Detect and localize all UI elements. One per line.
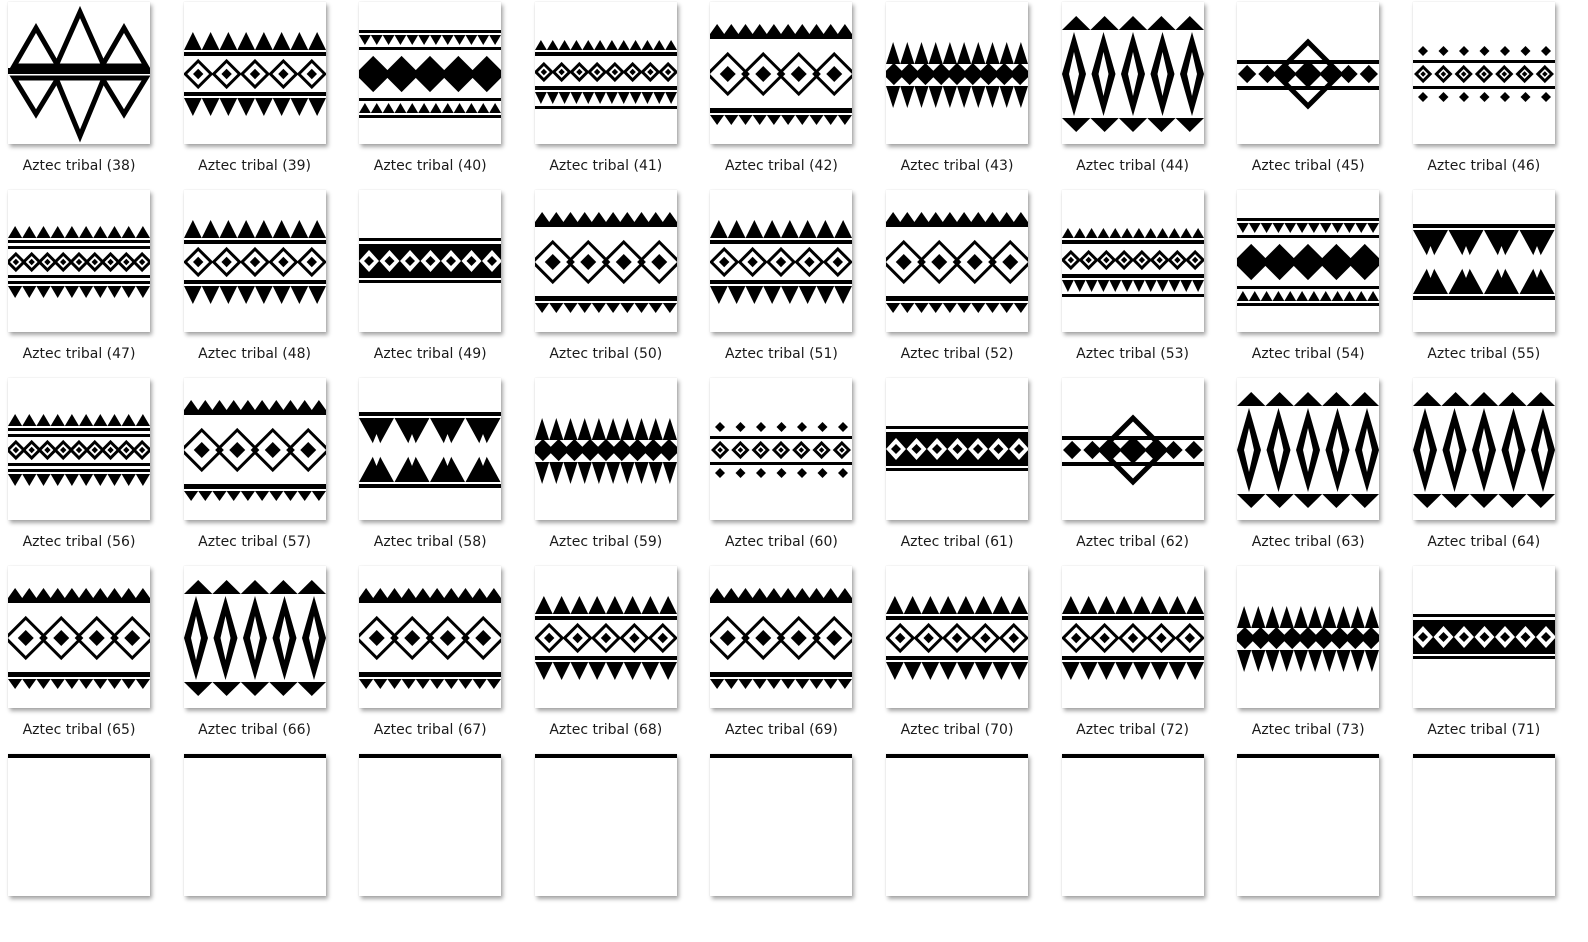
aztec-pattern-image — [184, 754, 326, 896]
file-item[interactable] — [8, 190, 183, 378]
file-item[interactable] — [8, 754, 183, 942]
file-name-label: Aztec tribal (55) — [1427, 346, 1541, 362]
file-name-label: Aztec tribal (39) — [198, 158, 312, 174]
file-name-label: Aztec tribal (63) — [1251, 534, 1365, 550]
file-thumbnail[interactable] — [535, 754, 677, 896]
file-item[interactable] — [1413, 566, 1588, 754]
file-thumbnail[interactable] — [535, 190, 677, 332]
aztec-pattern-image — [886, 2, 1028, 144]
aztec-pattern-image — [710, 190, 852, 332]
file-item[interactable] — [886, 190, 1061, 378]
aztec-pattern-image — [1413, 754, 1555, 896]
file-thumbnail[interactable] — [8, 2, 150, 144]
file-thumbnail[interactable] — [1237, 566, 1379, 708]
aztec-pattern-image — [184, 2, 326, 144]
file-thumbnail[interactable] — [1062, 2, 1204, 144]
aztec-pattern-image — [535, 190, 677, 332]
file-item[interactable] — [535, 2, 710, 190]
file-thumbnail[interactable] — [886, 2, 1028, 144]
file-item[interactable] — [1413, 378, 1588, 566]
file-thumbnail[interactable] — [8, 566, 150, 708]
file-thumbnail[interactable] — [1062, 566, 1204, 708]
file-item[interactable] — [359, 378, 534, 566]
file-thumbnail[interactable] — [1413, 378, 1555, 520]
aztec-pattern-image — [359, 378, 501, 520]
aztec-pattern-image — [710, 566, 852, 708]
file-item[interactable] — [886, 754, 1061, 942]
aztec-pattern-image — [359, 754, 501, 896]
file-thumbnail[interactable] — [886, 378, 1028, 520]
aztec-pattern-image — [1062, 378, 1204, 520]
file-thumbnail[interactable] — [359, 378, 501, 520]
file-name-label: Aztec tribal (48) — [198, 346, 312, 362]
aztec-pattern-image — [359, 566, 501, 708]
aztec-pattern-image — [8, 378, 150, 520]
file-item[interactable] — [535, 754, 710, 942]
file-item[interactable] — [710, 2, 885, 190]
file-thumbnail[interactable] — [535, 2, 677, 144]
file-item[interactable] — [1062, 190, 1237, 378]
file-name-label: Aztec tribal (53) — [1076, 346, 1190, 362]
aztec-pattern-image — [1237, 378, 1379, 520]
file-item[interactable] — [710, 378, 885, 566]
file-name-label: Aztec tribal (52) — [900, 346, 1014, 362]
file-name-label: Aztec tribal (67) — [373, 722, 487, 738]
file-thumbnail[interactable] — [359, 190, 501, 332]
file-item[interactable] — [710, 754, 885, 942]
aztec-pattern-image — [535, 754, 677, 896]
file-thumbnail[interactable] — [1413, 2, 1555, 144]
file-item[interactable] — [359, 566, 534, 754]
file-item[interactable] — [1413, 190, 1588, 378]
file-name-label: Aztec tribal (65) — [22, 722, 136, 738]
file-name-label: Aztec tribal (56) — [22, 534, 136, 550]
file-thumbnail[interactable] — [1062, 378, 1204, 520]
file-item[interactable] — [1237, 190, 1412, 378]
file-thumbnail[interactable] — [1237, 190, 1379, 332]
file-name-label: Aztec tribal (54) — [1251, 346, 1365, 362]
file-thumbnail[interactable] — [184, 378, 326, 520]
file-item[interactable] — [359, 190, 534, 378]
aztec-pattern-image — [710, 2, 852, 144]
aztec-pattern-image — [886, 566, 1028, 708]
file-item[interactable] — [184, 378, 359, 566]
file-item[interactable] — [535, 190, 710, 378]
file-item[interactable] — [710, 566, 885, 754]
aztec-pattern-image — [1237, 190, 1379, 332]
file-name-label: Aztec tribal (70) — [900, 722, 1014, 738]
aztec-pattern-image — [184, 566, 326, 708]
file-name-label: Aztec tribal (66) — [198, 722, 312, 738]
file-thumbnail[interactable] — [886, 190, 1028, 332]
file-name-label: Aztec tribal (45) — [1251, 158, 1365, 174]
file-item[interactable] — [1413, 2, 1588, 190]
file-name-label: Aztec tribal (59) — [549, 534, 663, 550]
file-item[interactable] — [1237, 2, 1412, 190]
aztec-pattern-image — [886, 754, 1028, 896]
file-item[interactable] — [184, 754, 359, 942]
aztec-pattern-image — [710, 378, 852, 520]
file-thumbnail[interactable] — [1062, 190, 1204, 332]
aztec-pattern-image — [359, 2, 501, 144]
aztec-pattern-image — [1413, 2, 1555, 144]
file-thumbnail[interactable] — [710, 754, 852, 896]
file-name-label: Aztec tribal (71) — [1427, 722, 1541, 738]
file-thumbnail[interactable] — [1237, 378, 1379, 520]
file-name-label: Aztec tribal (57) — [198, 534, 312, 550]
file-name-label: Aztec tribal (44) — [1076, 158, 1190, 174]
aztec-pattern-image — [8, 566, 150, 708]
aztec-pattern-image — [8, 754, 150, 896]
file-item[interactable] — [535, 378, 710, 566]
file-item[interactable] — [359, 2, 534, 190]
file-item[interactable] — [710, 190, 885, 378]
file-thumbnail[interactable] — [710, 378, 852, 520]
file-thumbnail[interactable] — [1413, 566, 1555, 708]
file-item[interactable] — [8, 2, 183, 190]
file-thumbnail[interactable] — [184, 190, 326, 332]
file-name-label: Aztec tribal (58) — [373, 534, 487, 550]
file-name-label: Aztec tribal (69) — [724, 722, 838, 738]
file-name-label: Aztec tribal (60) — [724, 534, 838, 550]
file-name-label: Aztec tribal (49) — [373, 346, 487, 362]
aztec-pattern-image — [535, 2, 677, 144]
file-thumbnail[interactable] — [184, 754, 326, 896]
file-item[interactable] — [8, 566, 183, 754]
file-name-label: Aztec tribal (41) — [549, 158, 663, 174]
file-thumbnail[interactable] — [710, 190, 852, 332]
file-thumbnail[interactable] — [710, 566, 852, 708]
file-thumbnail[interactable] — [1413, 754, 1555, 896]
file-name-label: Aztec tribal (62) — [1076, 534, 1190, 550]
file-name-label: Aztec tribal (43) — [900, 158, 1014, 174]
file-item[interactable] — [535, 566, 710, 754]
aztec-pattern-image — [359, 190, 501, 332]
aztec-pattern-image — [1062, 754, 1204, 896]
file-thumbnail[interactable] — [1237, 754, 1379, 896]
aztec-pattern-image — [1062, 566, 1204, 708]
file-item[interactable] — [1237, 566, 1412, 754]
file-thumbnail[interactable] — [710, 2, 852, 144]
aztec-pattern-image — [1413, 566, 1555, 708]
file-item[interactable] — [1237, 754, 1412, 942]
aztec-pattern-image — [535, 566, 677, 708]
aztec-pattern-image — [1237, 754, 1379, 896]
aztec-pattern-image — [886, 190, 1028, 332]
file-thumbnail[interactable] — [184, 566, 326, 708]
file-thumbnail[interactable] — [535, 566, 677, 708]
aztec-pattern-image — [1237, 2, 1379, 144]
file-name-label: Aztec tribal (42) — [724, 158, 838, 174]
file-item[interactable] — [359, 754, 534, 942]
aztec-pattern-image — [1062, 190, 1204, 332]
file-name-label: Aztec tribal (73) — [1251, 722, 1365, 738]
aztec-pattern-image — [535, 378, 677, 520]
file-item[interactable] — [1062, 2, 1237, 190]
file-item[interactable] — [1413, 754, 1588, 942]
file-thumbnail[interactable] — [8, 754, 150, 896]
file-thumbnail[interactable] — [184, 2, 326, 144]
file-name-label: Aztec tribal (50) — [549, 346, 663, 362]
aztec-pattern-image — [1062, 2, 1204, 144]
aztec-pattern-image — [1413, 378, 1555, 520]
aztec-pattern-image — [1413, 190, 1555, 332]
file-name-label: Aztec tribal (40) — [373, 158, 487, 174]
file-item[interactable] — [1237, 378, 1412, 566]
file-thumbnail[interactable] — [359, 754, 501, 896]
aztec-pattern-image — [886, 378, 1028, 520]
file-thumbnail[interactable] — [1413, 190, 1555, 332]
file-item[interactable] — [1062, 378, 1237, 566]
file-thumbnail[interactable] — [535, 378, 677, 520]
aztec-pattern-image — [184, 378, 326, 520]
file-thumbnail[interactable] — [359, 2, 501, 144]
file-thumbnail[interactable] — [886, 566, 1028, 708]
file-item[interactable] — [8, 378, 183, 566]
file-item[interactable] — [1062, 754, 1237, 942]
file-name-label: Aztec tribal (64) — [1427, 534, 1541, 550]
aztec-pattern-image — [8, 2, 150, 144]
file-thumbnail[interactable] — [8, 378, 150, 520]
aztec-pattern-image — [710, 754, 852, 896]
file-name-label: Aztec tribal (46) — [1427, 158, 1541, 174]
aztec-pattern-image — [184, 190, 326, 332]
file-item[interactable] — [184, 566, 359, 754]
file-name-label: Aztec tribal (68) — [549, 722, 663, 738]
file-name-label: Aztec tribal (61) — [900, 534, 1014, 550]
file-thumbnail[interactable] — [8, 190, 150, 332]
file-name-label: Aztec tribal (51) — [724, 346, 838, 362]
file-name-label: Aztec tribal (72) — [1076, 722, 1190, 738]
file-item[interactable] — [1062, 566, 1237, 754]
file-thumbnail[interactable] — [1062, 754, 1204, 896]
file-item[interactable] — [886, 378, 1061, 566]
aztec-pattern-image — [8, 190, 150, 332]
file-thumbnail[interactable] — [1237, 2, 1379, 144]
file-name-label: Aztec tribal (47) — [22, 346, 136, 362]
file-item[interactable] — [184, 190, 359, 378]
file-item[interactable] — [184, 2, 359, 190]
aztec-pattern-image — [1237, 566, 1379, 708]
file-name-label: Aztec tribal (38) — [22, 158, 136, 174]
file-item[interactable] — [886, 2, 1061, 190]
file-thumbnail[interactable] — [359, 566, 501, 708]
file-item[interactable] — [886, 566, 1061, 754]
file-thumbnail[interactable] — [886, 754, 1028, 896]
